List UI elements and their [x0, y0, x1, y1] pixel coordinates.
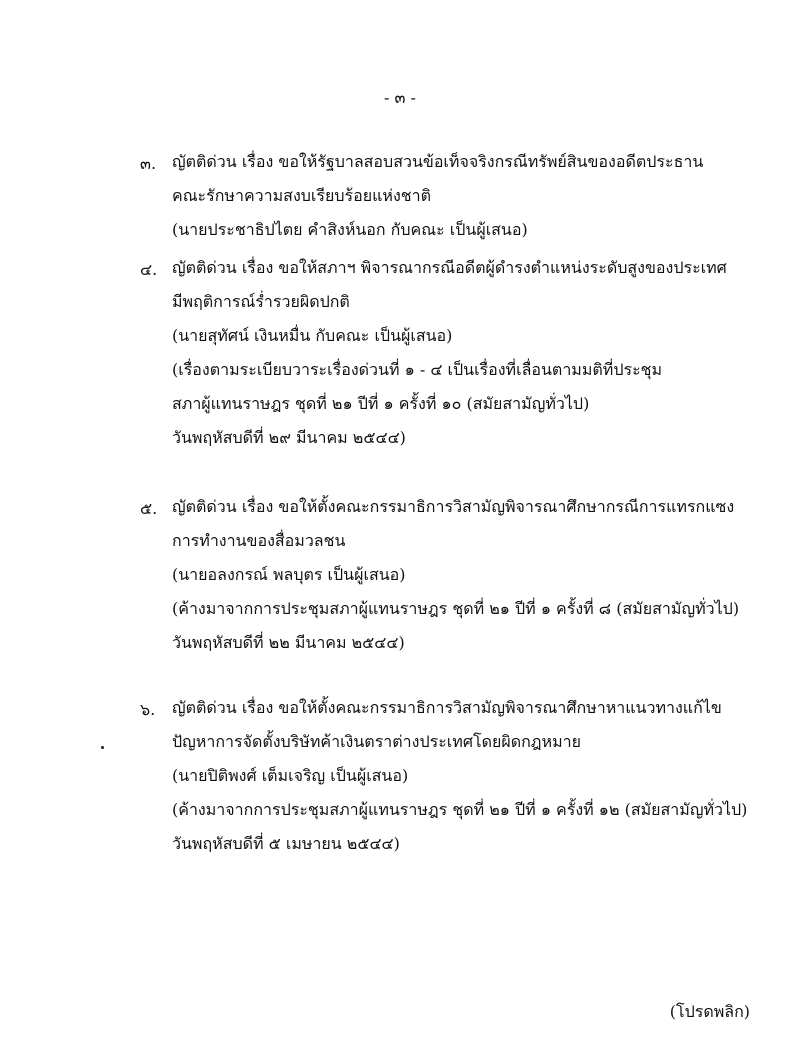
- page-number: - ๓ -: [384, 88, 416, 107]
- item-number: ๓.: [140, 154, 157, 173]
- item-note-line-3: วันพฤหัสบดีที่ ๒๙ มีนาคม ๒๕๔๔): [172, 428, 406, 447]
- item-note-line-2: วันพฤหัสบดีที่ ๒๒ มีนาคม ๒๕๔๔): [172, 633, 405, 652]
- item-title-line-2: มีพฤติการณ์ร่ำรวยผิดปกติ: [172, 292, 350, 311]
- item-number: ๔.: [140, 260, 158, 279]
- item-number: ๖.: [140, 700, 156, 719]
- item-title-line-2: คณะรักษาความสงบเรียบร้อยแห่งชาติ: [172, 186, 431, 205]
- item-title-line-2: การทำงานของสื่อมวลชน: [172, 531, 346, 550]
- page-turn-note: (โปรดพลิก): [669, 1002, 750, 1021]
- item-note-line-2: สภาผู้แทนราษฎร ชุดที่ ๒๑ ปีที่ ๑ ครั้งที่ ๑๐ (สมัยสามัญทั่วไป): [172, 394, 590, 413]
- item-proposer: (นายปิติพงศ์ เต็มเจริญ เป็นผู้เสนอ): [172, 766, 409, 785]
- item-title-line-2: ปัญหาการจัดตั้งบริษัทค้าเงินตราต่างประเทศโดยผิดกฎหมาย: [172, 732, 581, 751]
- item-note-line-1: (ค้างมาจากการประชุมสภาผู้แทนราษฎร ชุดที่ ๒๑ ปีที่ ๑ ครั้งที่ ๑๒ (สมัยสามัญทั่วไป): [172, 800, 748, 819]
- item-note-line-2: วันพฤหัสบดีที่ ๕ เมษายน ๒๕๔๔): [172, 834, 400, 853]
- item-note-line-1: (เรื่องตามระเบียบวาระเรื่องด่วนที่ ๑ - ๔ เป็นเรื่องที่เลื่อนตามมติที่ประชุม: [172, 360, 663, 379]
- item-title-line-1: ญัตติด่วน เรื่อง ขอให้ตั้งคณะกรรมาธิการวิสามัญพิจารณาศึกษากรณีการแทรกแซง: [172, 497, 735, 516]
- item-title-line-1: ญัตติด่วน เรื่อง ขอให้สภาฯ พิจารณากรณีอดีตผู้ดำรงตำแหน่งระดับสูงของประเทศ: [172, 258, 727, 277]
- scan-speck: [101, 746, 104, 749]
- item-proposer: (นายสุทัศน์ เงินหมื่น กับคณะ เป็นผู้เสนอ): [172, 326, 453, 345]
- item-title-line-1: ญัตติด่วน เรื่อง ขอให้รัฐบาลสอบสวนข้อเท็จจริงกรณีทรัพย์สินของอดีตประธาน: [172, 152, 704, 171]
- item-proposer: (นายอลงกรณ์ พลบุตร เป็นผู้เสนอ): [172, 565, 406, 584]
- item-number: ๕.: [140, 499, 158, 518]
- item-note-line-1: (ค้างมาจากการประชุมสภาผู้แทนราษฎร ชุดที่ ๒๑ ปีที่ ๑ ครั้งที่ ๘ (สมัยสามัญทั่วไป): [172, 599, 740, 618]
- item-title-line-1: ญัตติด่วน เรื่อง ขอให้ตั้งคณะกรรมาธิการวิสามัญพิจารณาศึกษาหาแนวทางแก้ไข: [172, 698, 722, 717]
- item-proposer: (นายประชาธิปไตย คำสิงห์นอก กับคณะ เป็นผู้เสนอ): [172, 220, 528, 239]
